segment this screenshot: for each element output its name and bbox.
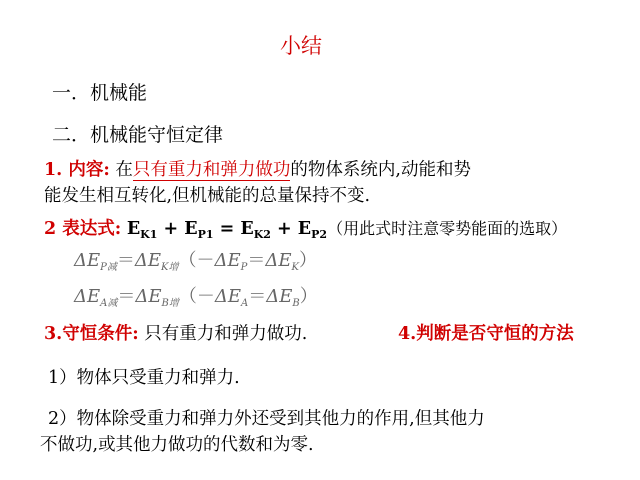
item-content (44, 156, 471, 181)
term-ek1: $E_{K1}$ (126, 219, 158, 241)
item-condition (44, 320, 307, 345)
item-condition-number: 3.守恒条件: (44, 324, 139, 344)
expression-formula: $E_{K1} + E_{P1} = E_{K2} + E_{P2}$ (126, 219, 328, 241)
section-mechanical-energy: 一．机械能 (52, 82, 148, 104)
condition-2-line1: 2）物体除受重力和弹力外还受到其他力的作用,但其他力 (48, 409, 485, 429)
expression-note: （用此式时注意零势能面的选取） (327, 219, 568, 238)
page-title: 小结 (280, 34, 322, 58)
term-ek2: $E_{K2}$ (240, 219, 271, 241)
condition-1: 1）物体只受重力和弹力. (48, 368, 240, 388)
term-ep2: $E_{P2}$ (297, 219, 328, 241)
item-content-number: 1. 内容: (44, 160, 110, 180)
formula-energy-transfer: $\Delta E_{P减}=\Delta E_{K增}(-\Delta E_P=\Delta E_K)$ (74, 250, 317, 273)
item-condition-text: 只有重力和弹力做功. (138, 324, 308, 344)
formula-object-transfer: $\Delta E_{A减}=\Delta E_{B增}(-\Delta E_A=\Delta E_B)$ (74, 286, 318, 309)
item-content-pre: 在 (109, 160, 133, 180)
item-expression-number: 2 表达式: (44, 219, 122, 239)
section-conservation-law: 二．机械能守恒定律 (52, 124, 224, 146)
condition-2-line2: 不做功,或其他力做功的代数和为零. (40, 435, 314, 455)
term-ep1: $E_{P1}$ (184, 219, 214, 241)
item-content-highlight: 只有重力和弹力做功 (132, 160, 291, 180)
item-content-line2: 能发生相互转化,但机械能的总量保持不变. (44, 186, 371, 206)
item-judgement-method: 4.判断是否守恒的方法 (398, 324, 574, 344)
item-content-post: 的物体系统内,动能和势 (290, 160, 471, 180)
item-expression (44, 215, 567, 241)
